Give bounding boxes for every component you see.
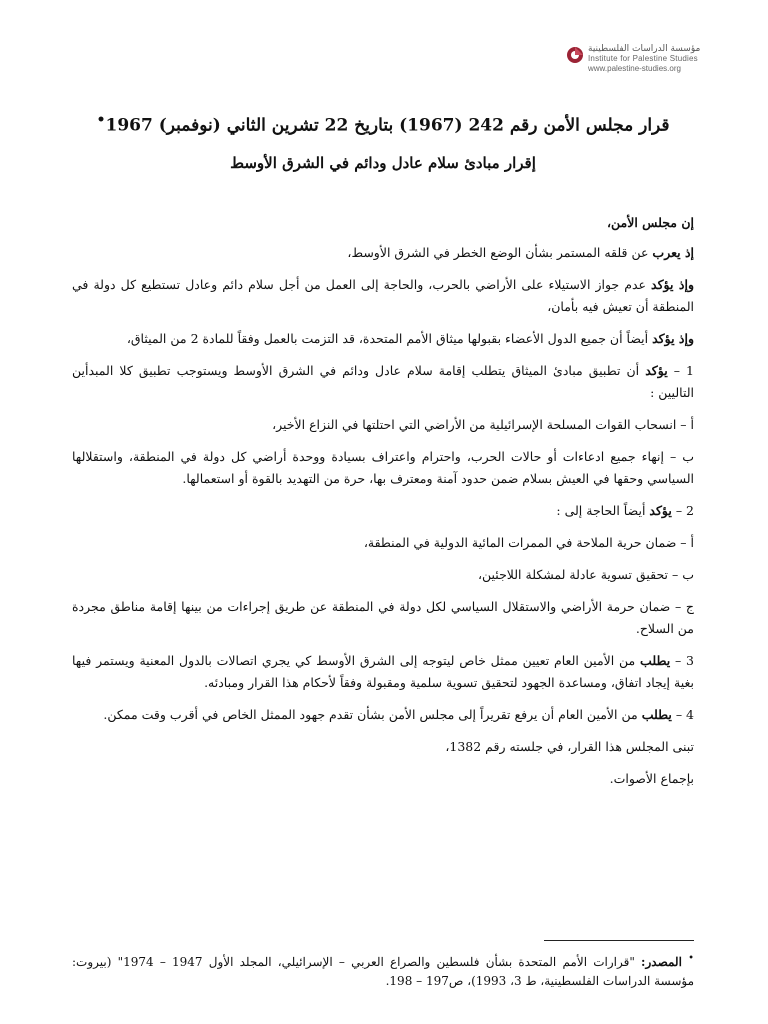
institute-logo: [566, 44, 716, 76]
title-footnote-marker: •: [96, 112, 106, 128]
logo-english-name: Institute for Palestine Studies: [588, 54, 698, 63]
footnote-citation: "قرارات الأمم المتحدة بشأن فلسطين والصراع العربي – الإسرائيلي، المجلد الأول 1947 – 1974" (بيروت: مؤسسة الدراسات الفلسطينية، ط 3، 1993)، ص197 – 198.: [72, 955, 694, 988]
operative-paragraph-4: [72, 704, 694, 726]
paragraph-number: 3 –: [670, 652, 694, 668]
paragraph-text: أيضاً أن جميع الدول الأعضاء بقبولها ميثاق الأمم المتحدة، قد التزمت بالعمل وفقاً للمادة 2 من الميثاق،: [126, 330, 653, 346]
footnote-section: [72, 940, 694, 991]
operative-paragraph-2: [72, 500, 694, 522]
paragraph-number: 1 –: [667, 362, 694, 378]
logo-url: www.palestine-studies.org: [588, 64, 681, 73]
footnote-label: المصدر:: [641, 955, 682, 969]
paragraph-text: من الأمين العام تعيين ممثل خاص ليتوجه إلى الشرق الأوسط كي يجري اتصالات بالدول المعنية ويستمر فيها بغية إيجاد اتفاق، ومساعدة الجهود لتحقيق تسوية سلمية ومقبولة وفقاً لأحكام هذا القرار ومبادئه.: [72, 652, 694, 690]
paragraph-lead: وإذ يؤكد: [651, 276, 694, 292]
clause-2a: أ – ضمان حرية الملاحة في الممرات المائية الدولية في المنطقة،: [363, 534, 694, 550]
opening-line: إن مجلس الأمن،: [606, 214, 694, 230]
institute-logo-mark-icon: [566, 46, 584, 64]
paragraph-lead: يؤكد: [645, 362, 668, 378]
source-footnote: [72, 949, 694, 991]
clause-1a: أ – انسحاب القوات المسلحة الإسرائيلية من الأراضي التي احتلتها في النزاع الأخير،: [272, 416, 694, 432]
preamble-paragraph-1: [72, 242, 694, 264]
paragraph-number: 2 –: [671, 502, 694, 518]
preamble-paragraph-2: [72, 274, 694, 318]
paragraph-number: 4 –: [671, 706, 694, 722]
title-text: قرار مجلس الأمن رقم 242 (1967) بتاريخ 22 تشرين الثاني (نوفمبر) 1967: [105, 115, 670, 136]
paragraph-text: أيضاً الحاجة إلى :: [556, 502, 650, 518]
resolution-title: [72, 108, 694, 138]
logo-arabic-name: مؤسسة الدراسات الفلسطينية: [588, 44, 701, 54]
paragraph-lead: يطلب: [641, 706, 672, 722]
paragraph-lead: يؤكد: [649, 502, 672, 518]
paragraph-lead: إذ يعرب: [652, 244, 694, 260]
clause-2b: ب – تحقيق تسوية عادلة لمشكلة اللاجئين،: [477, 566, 694, 582]
clause-2c: ج – ضمان حرمة الأراضي والاستقلال السياسي لكل دولة في المنطقة عن طريق إجراءات من بينها إقامة مناطق مجردة من السلاح.: [72, 598, 694, 636]
resolution-subtitle: إقرار مبادئ سلام عادل ودائم في الشرق الأوسط: [230, 153, 536, 172]
paragraph-text: عن قلقه المستمر بشأن الوضع الخطر في الشرق الأوسط،: [347, 244, 653, 260]
clause-1b: ب – إنهاء جميع ادعاءات أو حالات الحرب، واحترام واعتراف بسيادة ووحدة أراضي كل دولة في المنطقة، واستقلالها السياسي وحقها في العيش بسلام ضمن حدود آمنة ومعترف بها، حرة من التهديد بالقوة أو استعمالها.: [72, 448, 694, 486]
paragraph-lead: وإذ يؤكد: [652, 330, 694, 346]
vote-statement: بإجماع الأصوات.: [609, 770, 694, 786]
preamble-paragraph-3: [72, 328, 694, 350]
adoption-statement: تبنى المجلس هذا القرار، في جلسته رقم 1382،: [445, 738, 694, 754]
footnote-marker: •: [688, 953, 694, 964]
footnote-divider: [544, 940, 694, 941]
operative-paragraph-3: [72, 650, 694, 694]
document-body: [72, 108, 694, 790]
paragraph-text: عدم جواز الاستيلاء على الأراضي بالحرب، والحاجة إلى العمل من أجل سلام دائم وعادل تستطيع كل دولة في المنطقة أن تعيش فيه بأمان،: [72, 276, 694, 314]
paragraph-lead: يطلب: [640, 652, 671, 668]
paragraph-text: أن تطبيق مبادئ الميثاق يتطلب إقامة سلام عادل ودائم في الشرق الأوسط ويستوجب تطبيق كلا المبدأين التاليين :: [72, 362, 694, 400]
paragraph-text: من الأمين العام أن يرفع تقريراً إلى مجلس الأمن بشأن تقدم جهود الممثل الخاص في أقرب وقت ممكن.: [103, 706, 642, 722]
operative-paragraph-1: [72, 360, 694, 404]
